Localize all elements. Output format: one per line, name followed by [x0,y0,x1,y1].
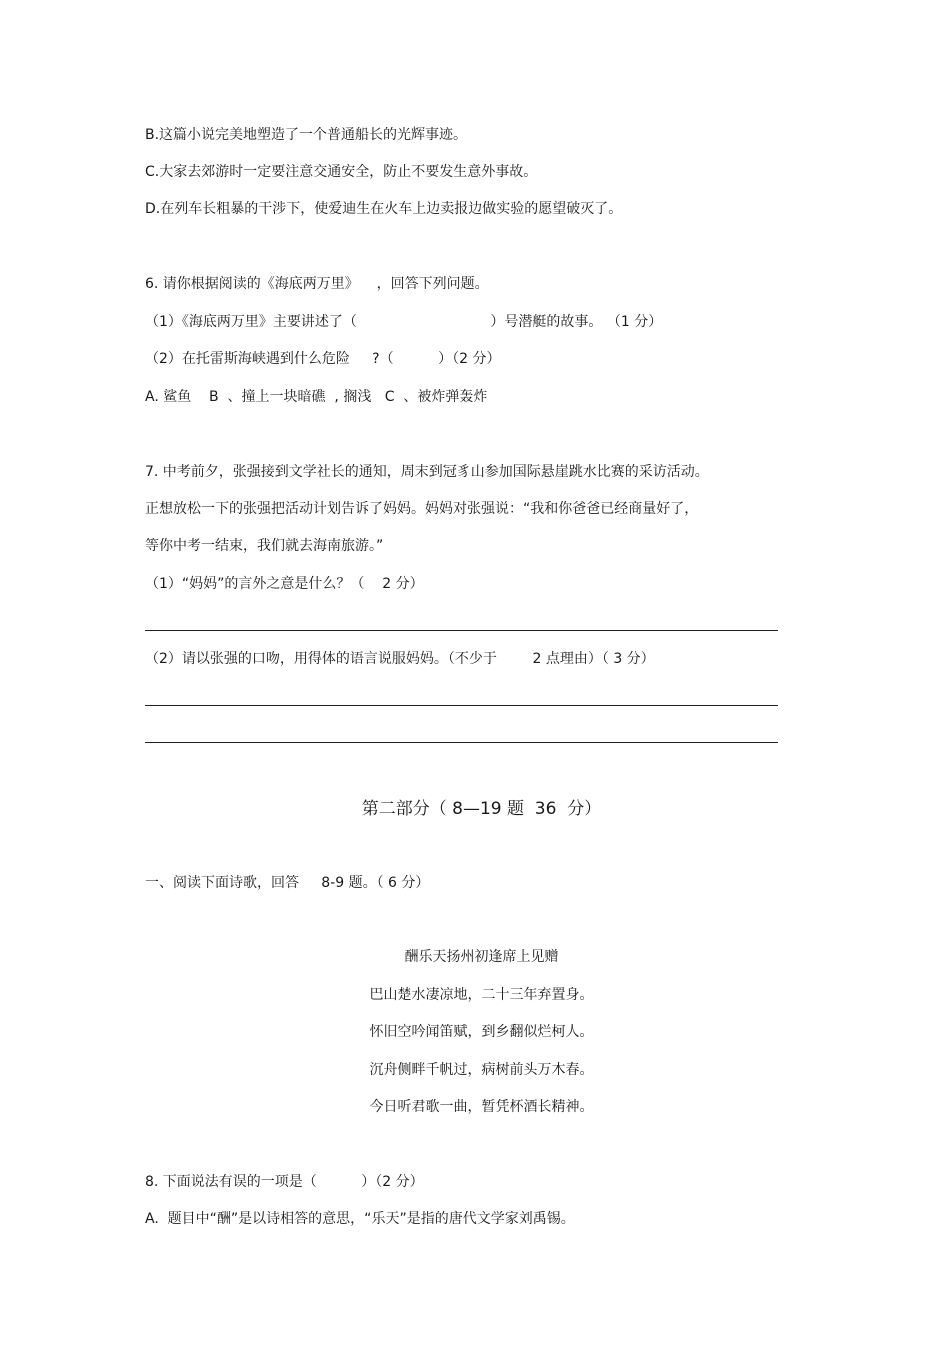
question-6-stem: 6. 请你根据阅读的《海底两万里》 ，回答下列问题。 [145,276,489,292]
option-c: C.大家去郊游时一定要注意交通安全，防止不要发生意外事故。 [145,164,538,180]
poem-line: 沉舟侧畔千帆过，病树前头万木春。 [369,1062,594,1078]
question-8-option-a: A. 题目中“酬”是以诗相答的意思，“乐天”是指的唐代文学家刘禹锡。 [145,1211,575,1227]
poem-line: 今日听君歌一曲，暂凭杯酒长精神。 [369,1099,594,1115]
option-b: B.这篇小说完美地塑造了一个普通船长的光辉事迹。 [145,127,468,143]
poem-line: 怀旧空吟闻笛赋，到乡翻似烂柯人。 [369,1024,594,1040]
question-6-sub1: （1）《海底两万里》主要讲述了（ ）号潜艇的故事。 （1 分） [145,314,663,330]
answer-line [145,630,778,631]
question-6-choices: A. 鲨鱼 B 、撞上一块暗礁 , 搁浅 C 、被炸弹轰炸 [145,389,488,405]
option-d: D.在列车长粗暴的干涉下，使爱迪生在火车上边卖报边做实验的愿望破灭了。 [145,201,623,217]
answer-line [145,742,778,743]
poem-title: 酬乐天扬州初逢席上见赠 [404,949,559,965]
question-7-sub2: （2）请以张强的口吻，用得体的语言说服妈妈。（不少于 2 点理由）（ 3 分） [145,651,655,667]
question-8-stem: 8. 下面说法有误的一项是（ ）（2 分） [145,1174,424,1190]
question-7-sub1: （1）“妈妈”的言外之意是什么？（ 2 分） [145,576,424,592]
question-7-stem-line2: 正想放松一下的张强把活动计划告诉了妈妈。妈妈对张强说：“我和你爸爸已经商量好了， [145,501,699,517]
section-one-instruction: 一、阅读下面诗歌，回答 8-9 题。（ 6 分） [145,875,430,891]
question-7-stem-line1: 7. 中考前夕，张强接到文学社长的通知，周末到冠豸山参加国际悬崖跳水比赛的采访活动。 [145,464,709,480]
answer-line [145,705,778,706]
part-two-heading: 第二部分（ 8—19 题 36 分） [361,799,602,819]
poem-line: 巴山楚水凄凉地，二十三年弃置身。 [369,987,594,1003]
question-6-sub2: （2）在托雷斯海峡遇到什么危险 ?（ ）（2 分） [145,351,501,367]
question-7-stem-line3: 等你中考一结束，我们就去海南旅游。” [145,538,384,554]
